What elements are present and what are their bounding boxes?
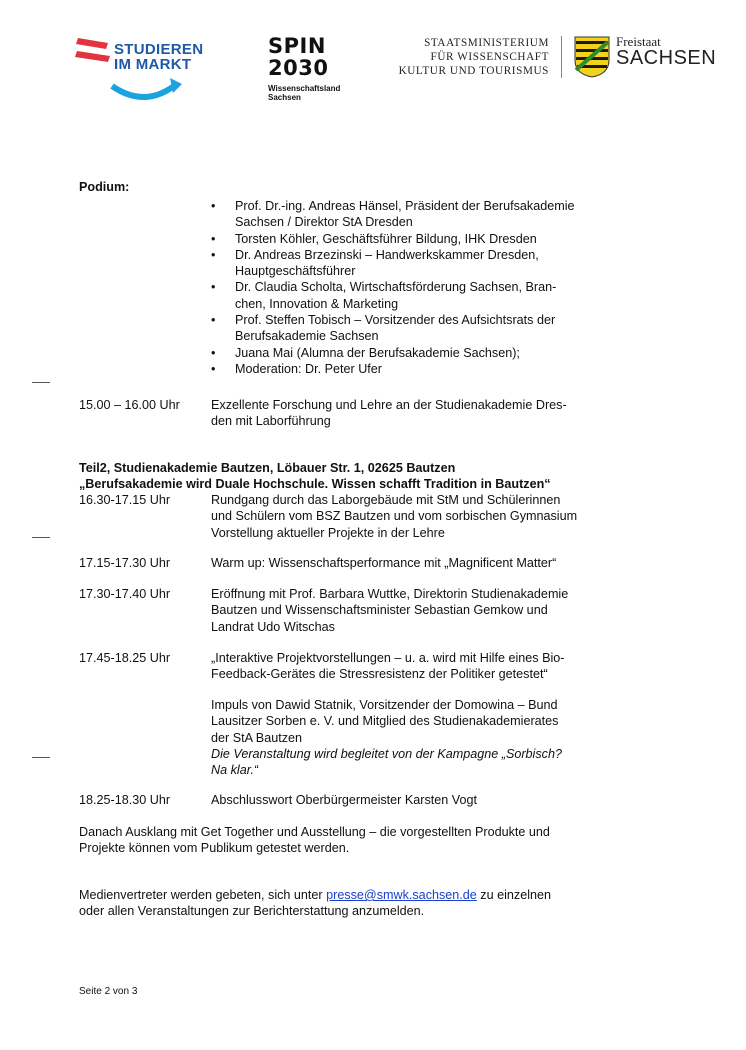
ministry-line-1: STAATSMINISTERIUM: [424, 37, 549, 49]
fold-mark: [32, 537, 50, 538]
bullet-icon: •: [211, 247, 216, 262]
ministry-line-3: KULTUR UND TOURISMUS: [398, 65, 549, 77]
ministry-line-2: FÜR WISSENSCHAFT: [430, 51, 549, 63]
state-line-2: SACHSEN: [616, 47, 717, 69]
spin-sub-2: Sachsen: [268, 93, 301, 102]
logo-studieren-im-markt: [74, 34, 214, 106]
schedule-time: 17.15-17.30 Uhr: [79, 556, 171, 570]
fold-mark: [32, 382, 50, 383]
logo-line-2: IM MARKT: [114, 56, 192, 73]
spin-sub-1: Wissenschaftsland: [268, 84, 341, 93]
spin-year: 2030: [268, 56, 329, 80]
schedule-description: „Interaktive Projektvorstellungen – u. a. wird mit Hilfe eines Bio- Feedback-Gerätes die Stressresistenz der Politiker getestet“: [211, 651, 565, 682]
list-item: • Dr. Andreas Brzezinski – Handwerkskammer Dresden, Hauptgeschäftsführer: [211, 247, 539, 279]
list-item: • Prof. Steffen Tobisch – Vorsitzender des Aufsichtsrats der Berufsakademie Sachsen: [211, 313, 556, 344]
bullet-icon: •: [211, 199, 216, 213]
campaign-note-cont: Na klar.“: [211, 763, 259, 778]
header-divider: [561, 36, 562, 78]
podium-list: [211, 198, 621, 377]
schedule-description: Warm up: Wissenschaftsperformance mit „Magnificent Matter“: [211, 556, 557, 570]
schedule-time: 17.30-17.40 Uhr: [79, 587, 171, 601]
schedule-time: 15.00 – 16.00 Uhr: [79, 398, 180, 412]
list-item: • Dr. Claudia Scholta, Wirtschaftsförderung Sachsen, Bran- chen, Innovation & Marketing: [211, 280, 557, 311]
bullet-icon: •: [211, 361, 216, 376]
schedule-time: 18.25-18.30 Uhr: [79, 793, 171, 807]
press-email-link[interactable]: presse@smwk.sachsen.de: [326, 888, 477, 902]
impulse-text: Impuls von Dawid Statnik, Vorsitzender der Domowina – Bund Lausitzer Sorben e. V. und Mitglied des Studienakademierates der StA Bautzen Die Veranstaltung wird begleitet von der Kampagne „Sorbisch? Na klar.“: [211, 697, 621, 778]
list-item: • Moderation: Dr. Peter Ufer: [211, 361, 382, 376]
schedule-description: Abschlusswort Oberbürgermeister Karsten Vogt: [211, 793, 477, 807]
list-item: • Prof. Dr.-ing. Andreas Hänsel, Präsident der Berufsakademie Sachsen / Direktor StA Dresden: [211, 199, 575, 230]
spin-title: SPIN: [268, 34, 326, 58]
logo-spin-2030: [266, 36, 346, 108]
schedule-time: 16.30-17.15 Uhr: [79, 493, 171, 507]
logo-line-1: STUDIEREN: [114, 41, 204, 58]
saxony-coat-of-arms-icon: [574, 36, 610, 83]
part2-heading: Teil2, Studienakademie Bautzen, Löbauer Str. 1, 02625 Bautzen: [79, 461, 456, 475]
bullet-icon: •: [211, 231, 216, 246]
bullet-icon: •: [211, 345, 216, 360]
schedule-time: 17.45-18.25 Uhr: [79, 651, 171, 665]
bullet-icon: •: [211, 280, 216, 295]
ministry-name: [392, 36, 549, 78]
state-line-1: Freistaat: [616, 34, 661, 49]
schedule-description: Exzellente Forschung und Lehre an der Studienakademie Dres- den mit Laborführung: [211, 398, 567, 429]
page-number: Seite 2 von 3: [79, 986, 138, 997]
schedule-description: Eröffnung mit Prof. Barbara Wuttke, Direktorin Studienakademie Bautzen und Wissenschaftsminister Sebastian Gemkow und Landrat Udo Witschas: [211, 587, 569, 634]
schedule-description: Rundgang durch das Laborgebäude mit StM und Schülerinnen und Schülern vom BSZ Bautzen und vom sorbischen Gymnasium Vorstellung aktueller Projekte in der Lehre: [211, 493, 578, 540]
part2-subheading: „Berufsakademie wird Duale Hochschule. Wissen schafft Tradition in Bautzen“: [79, 477, 551, 491]
list-item: • Juana Mai (Alumna der Berufsakademie Sachsen);: [211, 345, 520, 360]
list-item: • Torsten Köhler, Geschäftsführer Bildung, IHK Dresden: [211, 231, 537, 246]
media-paragraph: Medienvertreter werden gebeten, sich unter presse@smwk.sachsen.de zu einzelnen oder allen Veranstaltungen zur Berichterstattung anzumelden.: [79, 888, 552, 919]
afterword-paragraph: Danach Ausklang mit Get Together und Ausstellung – die vorgestellten Produkte und Projekte können vom Publikum getestet werden.: [79, 825, 550, 856]
campaign-note: Die Veranstaltung wird begleitet von der Kampagne „Sorbisch?: [211, 746, 562, 761]
fold-mark: [32, 757, 50, 758]
bullet-icon: •: [211, 313, 216, 328]
podium-heading: Podium:: [79, 180, 130, 194]
